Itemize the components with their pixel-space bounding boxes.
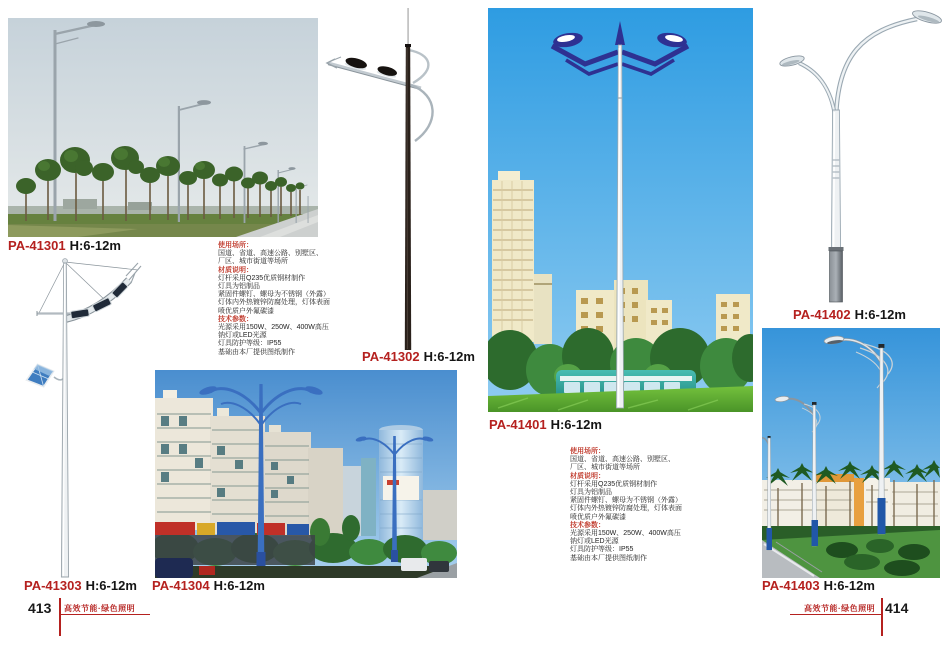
- spec-line: 光源采用150W、250W、400W高压: [570, 530, 681, 538]
- product-code: PA-41301: [8, 238, 66, 253]
- spec-line: 光源采用150W、250W、400W高压: [218, 324, 329, 332]
- pole: [831, 110, 840, 250]
- product-height: H:6-12m: [69, 238, 121, 253]
- product-code: PA-41401: [489, 417, 547, 432]
- pole: [405, 44, 411, 350]
- spec-line: 紧固件螺钉、螺母为不锈钢（外露）: [570, 497, 682, 505]
- product-code: PA-41303: [24, 578, 82, 593]
- spec-usage-header: 使用场所：: [570, 448, 605, 455]
- spec-line: 基础由本厂提供图纸制作: [218, 348, 295, 356]
- tall-arm: [836, 10, 943, 120]
- spec-line: 国道、省道、高速公路、别墅区、: [570, 456, 675, 464]
- product-label-pa-41301: [8, 239, 121, 253]
- product-label-pa-41401: [489, 418, 602, 432]
- footer-divider: [59, 598, 61, 636]
- product-photo-pa-41304: [155, 370, 457, 578]
- spec-line: 灯具为铝制品: [218, 283, 260, 291]
- product-code: PA-41304: [152, 578, 210, 593]
- footer-underline: [59, 614, 150, 615]
- mid-lamp: [25, 362, 65, 389]
- page-number-left: 413: [28, 600, 52, 616]
- product-height: H:6-12m: [213, 578, 265, 593]
- footer-tagline-left: 高效节能·绿色照明: [64, 604, 136, 613]
- product-label-pa-41403: [762, 579, 875, 593]
- product-height: H:6-12m: [550, 417, 602, 432]
- spec-line: 钠灯或LED光源: [570, 538, 619, 546]
- spec-tech-header: 技术参数：: [570, 521, 605, 529]
- spec-tech-header: 技术参数：: [218, 315, 253, 323]
- product-label-pa-41304: [152, 579, 265, 593]
- sail-lamp-panels: [70, 281, 128, 318]
- product-photo-pa-41401: [488, 8, 753, 412]
- scroll-arms: [409, 50, 433, 141]
- spec-line: 基础由本厂提供图纸制作: [570, 554, 647, 562]
- product-code: PA-41403: [762, 578, 820, 593]
- spec-line: 喷优质户外氟碳漆: [570, 513, 626, 521]
- footer-underline: [790, 614, 881, 615]
- lamp-head: [911, 10, 942, 26]
- spec-material-header: 材质说明：: [570, 472, 605, 480]
- spec-material-header: 材质说明：: [218, 266, 253, 274]
- spec-block-right: [570, 448, 735, 563]
- pole-base: [829, 247, 844, 302]
- product-label-pa-41303: [24, 579, 137, 593]
- spec-line: 灯体内外热镀锌防腐处理，灯体表面: [570, 505, 682, 513]
- short-arm: [779, 54, 836, 124]
- pole: [61, 259, 68, 577]
- buildings: [762, 474, 940, 528]
- spec-line: 厂区、城市街道等场所: [570, 464, 640, 472]
- spec-line: 灯杆采用Q235优质钢材制作: [218, 274, 306, 282]
- product-height: H:6-12m: [85, 578, 137, 593]
- product-photo-pa-41303: [10, 253, 158, 583]
- spec-line: 灯具防护等级：IP55: [218, 340, 282, 348]
- product-height: H:6-12m: [423, 349, 475, 364]
- spec-block-left: [218, 242, 383, 357]
- hedge-and-road: [762, 526, 940, 578]
- antenna: [408, 8, 409, 48]
- spec-line: 紧固件螺钉、螺母为不锈钢（外露）: [218, 291, 330, 299]
- product-photo-pa-41402: [777, 10, 949, 304]
- spec-line: 厂区、城市街道等场所: [218, 258, 288, 266]
- footer-divider: [881, 598, 883, 636]
- spec-line: 灯杆采用Q235优质钢材制作: [570, 480, 658, 488]
- spec-line: 国道、省道、高速公路、别墅区、: [218, 250, 323, 258]
- product-photo-pa-41301: [8, 18, 318, 237]
- product-photo-pa-41403: [762, 328, 940, 578]
- footer-tagline-right: 高效节能·绿色照明: [804, 604, 876, 613]
- page-number-right: 414: [885, 600, 909, 616]
- spec-line: 灯体内外热镀锌防腐处理，灯体表面: [218, 299, 330, 307]
- product-code: PA-41402: [793, 307, 851, 322]
- product-label-pa-41402: [793, 308, 906, 322]
- spec-line: 灯具为铝制品: [570, 489, 612, 497]
- sail-arm: [66, 263, 141, 319]
- spec-usage-header: 使用场所：: [218, 242, 253, 249]
- spec-line: 喷优质户外氟碳漆: [218, 307, 274, 315]
- product-height: H:6-12m: [854, 307, 906, 322]
- spec-line: 钠灯或LED光源: [218, 332, 267, 340]
- spec-line: 灯具防护等级：IP55: [570, 546, 634, 554]
- product-code: PA-41302: [362, 349, 420, 364]
- product-height: H:6-12m: [823, 578, 875, 593]
